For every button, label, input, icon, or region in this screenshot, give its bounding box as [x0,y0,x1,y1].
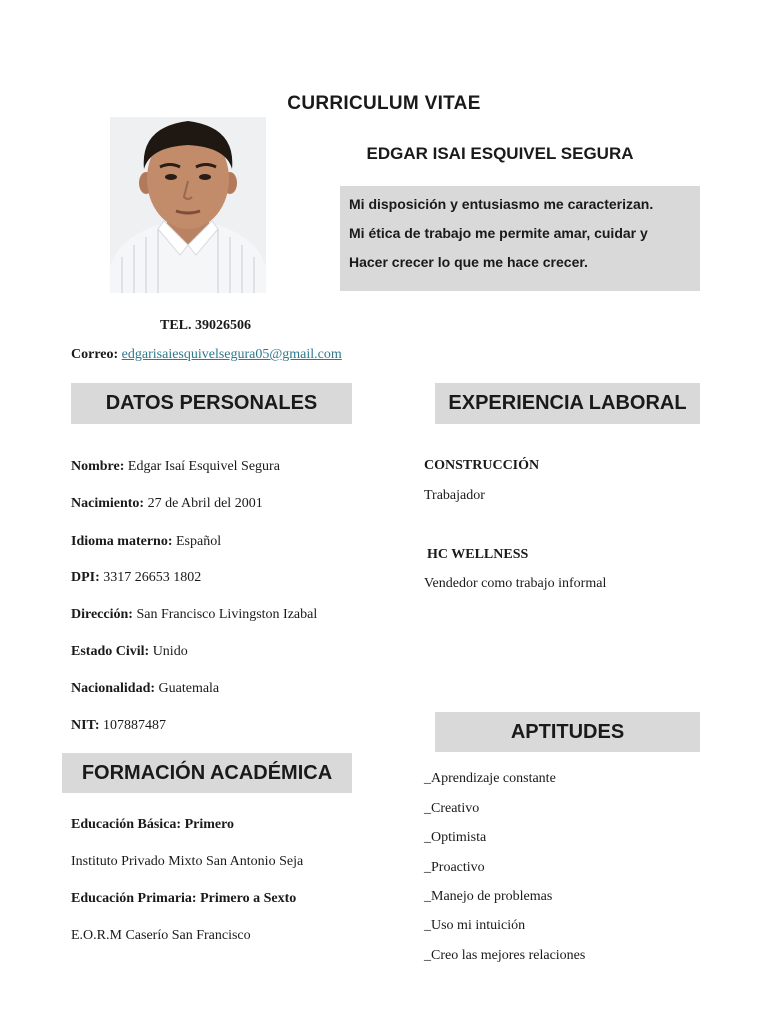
section-heading-experience: EXPERIENCIA LABORAL [435,383,700,424]
motto-box [340,186,700,291]
field-label: Dirección: [71,607,133,622]
education-school: Instituto Privado Mixto San Antonio Seja [71,854,304,869]
section-heading-personal: DATOS PERSONALES [71,383,352,424]
motto-line: Hacer crecer lo que me hace crecer. [349,254,588,270]
field-label: DPI: [71,570,100,585]
field-value: Unido [152,644,188,659]
education-school: E.O.R.M Caserío San Francisco [71,928,251,943]
experience-role: Vendedor como trabajo informal [424,576,607,591]
field-value: San Francisco Livingston Izabal [136,607,318,622]
experience-company: HC WELLNESS [427,547,529,562]
field-label: Estado Civil: [71,644,150,659]
education-level: Educación Primaria: Primero a Sexto [71,891,297,906]
document-title: CURRICULUM VITAE [287,93,481,114]
field-nationality [71,681,219,697]
skill-item: _Proactivo [424,860,485,875]
field-label: Nombre: [71,459,125,474]
skill-item: _Optimista [424,830,487,845]
field-value: 107887487 [103,718,167,733]
field-label: Nacimiento: [71,496,145,511]
field-name [71,459,280,475]
skill-item: _Creativo [424,801,480,816]
field-label: Nacionalidad: [71,681,156,696]
person-name: EDGAR ISAI ESQUIVEL SEGURA [366,144,634,163]
field-address [71,607,317,623]
field-value: Edgar Isaí Esquivel Segura [127,459,280,474]
field-value: 3317 26653 1802 [103,570,202,585]
experience-role: Trabajador [424,488,485,503]
skill-item: _Manejo de problemas [424,889,553,904]
skill-item: _Aprendizaje constante [424,771,556,786]
motto-line: Mi ética de trabajo me permite amar, cuidar y [349,225,648,241]
field-value: 27 de Abril del 2001 [147,496,263,511]
field-birth [71,496,263,512]
email-label: Correo: [71,347,119,362]
profile-photo-illustration [110,117,266,293]
field-civil-status [71,644,188,660]
education-level: Educación Básica: Primero [71,817,235,832]
field-label: NIT: [71,718,100,733]
skill-item: _Creo las mejores relaciones [424,948,586,963]
section-heading-skills: APTITUDES [435,712,700,752]
profile-photo [110,117,266,293]
skill-item: _Uso mi intuición [424,918,526,933]
field-value: Español [176,534,222,549]
field-language [71,534,221,550]
section-heading-education: FORMACIÓN ACADÉMICA [62,753,352,793]
field-value: Guatemala [158,681,220,696]
motto-line: Mi disposición y entusiasmo me caracterizan. [349,196,654,212]
phone-number: TEL. 39026506 [160,318,252,333]
field-nit [71,718,166,734]
field-label: Idioma materno: [71,534,173,549]
email-line [71,347,342,363]
email-link[interactable]: edgarisaiesquivelsegura05@gmail.com [121,347,342,362]
experience-company: CONSTRUCCIÓN [424,458,540,473]
field-dpi [71,570,201,586]
